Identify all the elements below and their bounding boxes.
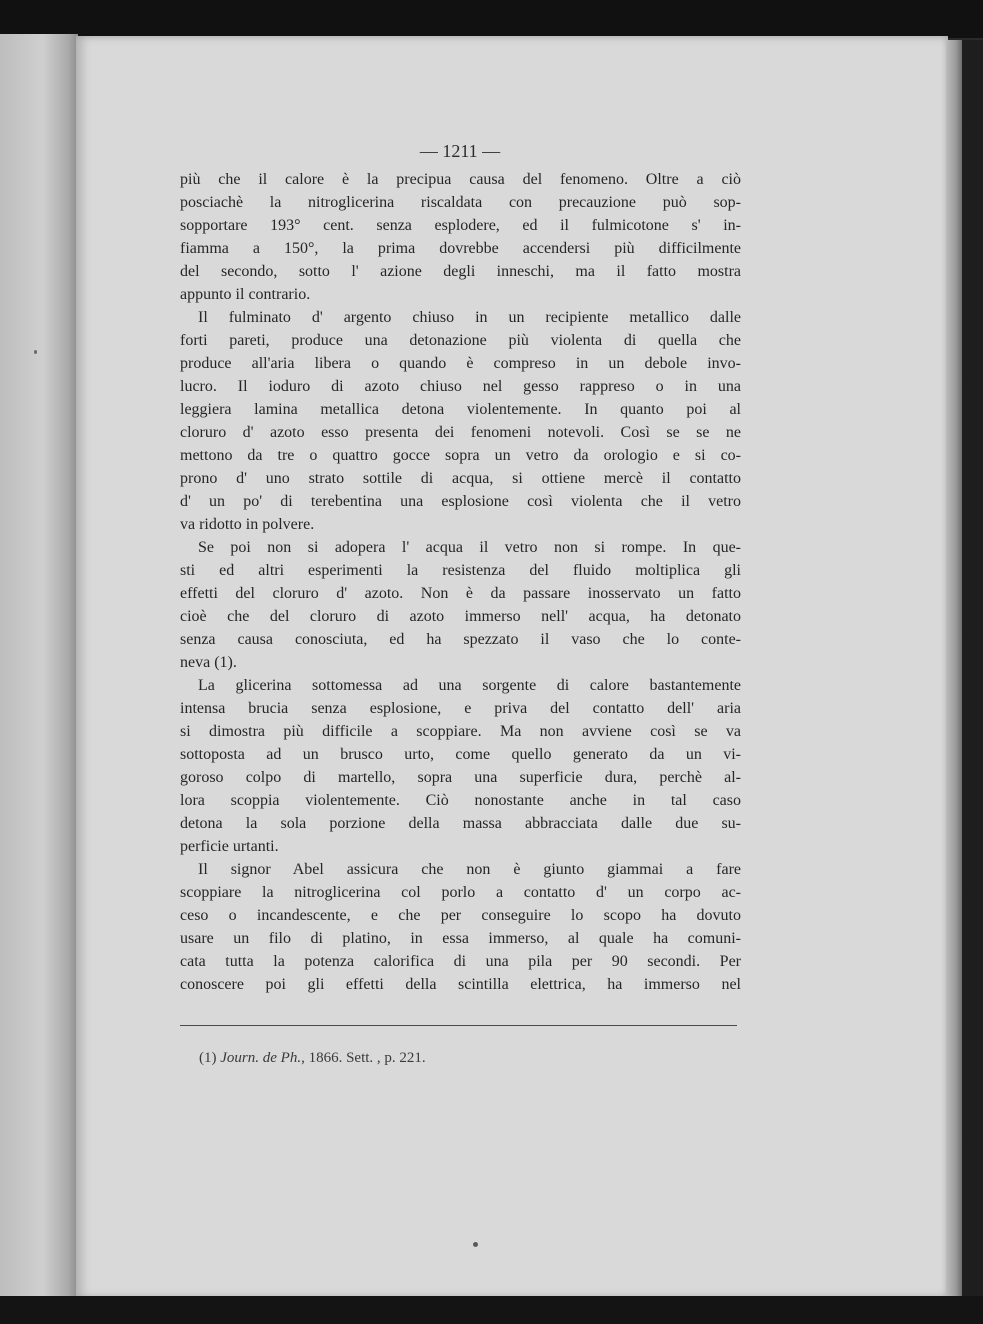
- scan-right-border: [962, 40, 983, 1296]
- text-line: ceso o incandescente, e che per conseguire lo scopo ha dovuto: [180, 907, 741, 924]
- scan-bottom-border: [0, 1296, 983, 1324]
- page-stack-edge: [946, 40, 962, 1296]
- text-line: detona la sola porzione della massa abbracciata dalle due su-: [180, 815, 741, 832]
- text-line: cata tutta la potenza calorifica di una pila per 90 secondi. Per: [180, 953, 741, 970]
- paragraph: [180, 306, 741, 536]
- text-line: Il fulminato d' argento chiuso in un recipiente metallico dalle: [198, 309, 741, 326]
- text-line: lora scoppia violentemente. Ciò nonostante anche in tal caso: [180, 792, 741, 809]
- text-line: La glicerina sottomessa ad una sorgente di calore bastantemente: [198, 677, 741, 694]
- text-line: goroso colpo di martello, sopra una superficie dura, perchè al-: [180, 769, 741, 786]
- text-line: Il signor Abel assicura che non è giunto giammai a fare: [198, 861, 741, 878]
- text-line: sti ed altri esperimenti la resistenza del fluido moltiplica gli: [180, 562, 741, 579]
- text-line: del secondo, sotto l' azione degli inneschi, ma il fatto mostra: [180, 263, 741, 280]
- scan-speck: [473, 1242, 478, 1247]
- scan-speck: [34, 350, 37, 354]
- footnote: [199, 1050, 426, 1067]
- body-text: [180, 168, 741, 996]
- text-line: va ridotto in polvere.: [180, 516, 315, 533]
- text-line: effetti del cloruro d' azoto. Non è da passare inosservato un fatto: [180, 585, 741, 602]
- text-line: d' un po' di terebentina una esplosione così violenta che il vetro: [180, 493, 741, 510]
- text-line: scoppiare la nitroglicerina col porlo a contatto d' un corpo ac-: [180, 884, 741, 901]
- text-line: si dimostra più difficile a scoppiare. Ma non avviene così se va: [180, 723, 741, 740]
- text-line: Se poi non si adopera l' acqua il vetro non si rompe. In que-: [198, 539, 741, 556]
- text-line: più che il calore è la precipua causa del fenomeno. Oltre a ciò: [180, 171, 741, 188]
- text-line: forti pareti, produce una detonazione più violenta di quella che: [180, 332, 741, 349]
- left-page-edge: [0, 34, 78, 1298]
- footnote-marker: (1): [199, 1050, 217, 1066]
- text-line: prono d' uno strato sottile di acqua, si ottiene mercè il contatto: [180, 470, 741, 487]
- text-line: fiamma a 150°, la prima dovrebbe accendersi più difficilmente: [180, 240, 741, 257]
- text-line: sopportare 193° cent. senza esplodere, ed il fulmicotone s' in-: [180, 217, 741, 234]
- text-line: neva (1).: [180, 654, 237, 671]
- text-line: conoscere poi gli effetti della scintilla elettrica, ha immerso nel: [180, 976, 741, 993]
- text-line: leggiera lamina metallica detona violentemente. In quanto poi al: [180, 401, 741, 418]
- text-line: perficie urtanti.: [180, 838, 279, 855]
- scan-top-border: [0, 0, 983, 38]
- text-line: intensa brucia senza esplosione, e priva del contatto dell' aria: [180, 700, 741, 717]
- paragraph: [180, 168, 741, 306]
- text-line: produce all'aria libera o quando è compreso in un debole invo-: [180, 355, 741, 372]
- page-number: — 1211 —: [419, 141, 501, 161]
- text-line: lucro. Il ioduro di azoto chiuso nel gesso rappreso o in una: [180, 378, 741, 395]
- text-line: posciachè la nitroglicerina riscaldata con precauzione può sop-: [180, 194, 741, 211]
- footnote-journal: Journ. de Ph.: [220, 1050, 302, 1066]
- paragraph: [180, 674, 741, 858]
- footnote-divider: [180, 1025, 737, 1026]
- footnote-reference: , 1866. Sett. , p. 221.: [301, 1050, 426, 1066]
- text-line: senza causa conosciuta, ed ha spezzato il vaso che lo conte-: [180, 631, 741, 648]
- paragraph: [180, 858, 741, 996]
- text-line: cloruro d' azoto esso presenta dei fenomeni notevoli. Così se se ne: [180, 424, 741, 441]
- text-line: appunto il contrario.: [180, 286, 311, 303]
- text-line: usare un filo di platino, in essa immerso, al quale ha comuni-: [180, 930, 741, 947]
- text-line: mettono da tre o quattro gocce sopra un vetro da orologio e si co-: [180, 447, 741, 464]
- text-line: cioè che del cloruro di azoto immerso nell' acqua, ha detonato: [180, 608, 741, 625]
- paragraph: [180, 536, 741, 674]
- text-line: sottoposta ad un brusco urto, come quello generato da un vi-: [180, 746, 741, 763]
